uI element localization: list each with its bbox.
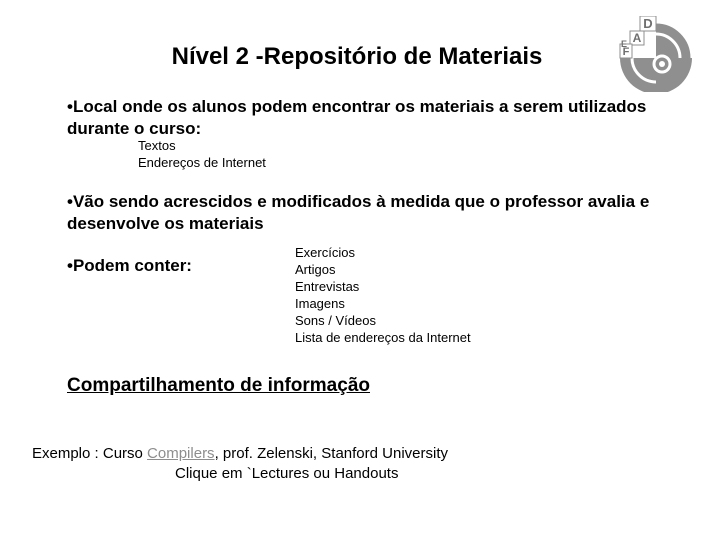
content-types-list (295, 244, 471, 346)
example-suffix: , prof. Zelenski, Stanford University (214, 445, 448, 462)
list-item: Imagens (295, 296, 345, 311)
section-heading: Compartilhamento de informação (67, 375, 370, 396)
compilers-link[interactable]: Compilers (147, 445, 215, 462)
sub-item-enderecos: Endereços de Internet (138, 155, 266, 170)
spiral-shell-logo-icon (616, 16, 692, 92)
list-item: Artigos (295, 262, 336, 277)
bullet-local (67, 96, 707, 140)
sub-list-materials (138, 137, 266, 171)
bullet-marker: • (67, 97, 73, 116)
bullet-podem-conter (67, 255, 192, 277)
slide-title: Nível 2 -Repositório de Materiais (171, 43, 543, 70)
bullet-marker: • (67, 192, 73, 211)
example-prefix: Exemplo : Curso (32, 445, 148, 462)
logo-letter-f: F (622, 46, 630, 58)
list-item: Entrevistas (295, 279, 360, 294)
logo-letter-e: E (620, 39, 628, 49)
logo-letter-a: A (632, 31, 642, 45)
bullet-acrescidos (67, 191, 707, 235)
bullet-local-text: Local onde os alunos podem encontrar os materiais a serem utilizados durante o curso: (67, 97, 647, 138)
example-line (32, 444, 448, 464)
instruction-text: Clique em `Lectures ou Handouts (175, 465, 399, 482)
bullet-podem-conter-text: Podem conter: (72, 256, 192, 275)
bullet-acrescidos-text: Vão sendo acrescidos e modificados à medida que o professor avalia e desenvolve os materiais (67, 192, 650, 233)
list-item: Lista de endereços da Internet (295, 330, 471, 345)
list-item: Sons / Vídeos (295, 313, 376, 328)
bullet-marker: • (67, 256, 73, 275)
list-item: Exercícios (295, 245, 355, 260)
logo-letter-d: D (643, 16, 653, 31)
sub-item-textos: Textos (138, 138, 176, 153)
